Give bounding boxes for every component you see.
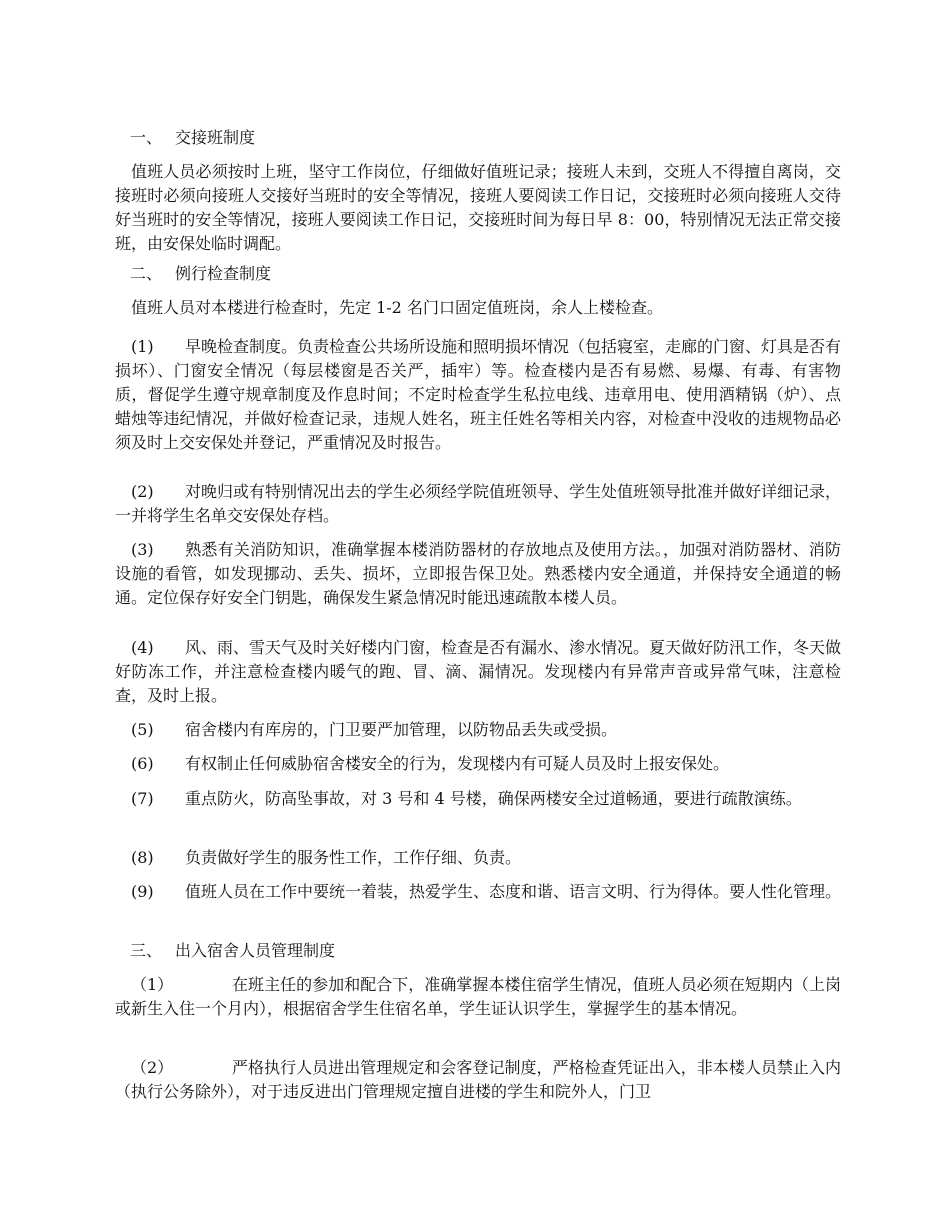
item-text: 负责做好学生的服务性工作，工作仔细、负责。: [185, 848, 522, 867]
item-text: 严格执行人员进出管理规定和会客登记制度，严格检查凭证出入，非本楼人员禁止入内（执行公务除外），对于违反进出门管理规定擅自进楼的学生和院外人，门卫: [115, 1058, 841, 1101]
item-text: 在班主任的参加和配合下，准确掌握本楼住宿学生情况，值班人员必须在短期内（上岗或新生入住一个月内），根据宿舍学生住宿名单，学生证认识学生，掌握学生的基本情况。: [115, 975, 841, 1018]
item-text: 风、雨、雪天气及时关好楼内门窗，检查是否有漏水、渗水情况。夏天做好防汛工作，冬天做好防冻工作，并注意检查楼内暖气的跑、冒、滴、漏情况。发现楼内有异常声音或异常气味，注意检查，及时上报。: [115, 638, 842, 705]
item-number: (5): [131, 720, 154, 739]
list-item: [115, 335, 841, 455]
list-item: [115, 538, 841, 610]
section-number: 三、: [130, 941, 163, 960]
list-item: [115, 787, 841, 811]
list-item: [115, 718, 841, 742]
item-number: (6): [131, 754, 154, 773]
item-text: 值班人员在工作中要统一着装，热爱学生、态度和谐、语言文明、行为得体。要人性化管理。: [185, 882, 842, 901]
section-title: 例行检查制度: [175, 264, 272, 283]
item-number: （1）: [131, 975, 174, 994]
list-item: [115, 1056, 841, 1104]
item-text: 有权制止任何威胁宿舍楼安全的行为，发现楼内有可疑人员及时上报安保处。: [185, 754, 730, 773]
list-item: [115, 480, 841, 528]
section-2-intro: 值班人员对本楼进行检查时，先定 1-2 名门口固定值班岗，余人上楼检查。: [131, 298, 663, 317]
list-item: [115, 880, 841, 904]
list-item: [115, 846, 841, 870]
item-text: 对晚归或有特别情况出去的学生必须经学院值班领导、学生处值班领导批准并做好详细记录，一并将学生名单交安保处存档。: [115, 482, 842, 525]
section-number: 二、: [130, 264, 163, 283]
item-number: （2）: [131, 1058, 174, 1077]
item-text: 重点防火，防高坠事故，对 3 号和 4 号楼，确保两楼安全过道畅通，要进行疏散演练。: [185, 789, 802, 808]
list-item: [115, 636, 841, 708]
section-title: 交接班制度: [175, 128, 256, 147]
section-title: 出入宿舍人员管理制度: [175, 941, 336, 960]
item-number: (8): [131, 848, 154, 867]
item-text: 宿舍楼内有库房的，门卫要严加管理，以防物品丢失或受损。: [185, 720, 618, 739]
section-2-heading: [115, 262, 841, 286]
section-1-heading: [115, 126, 841, 150]
section-number: 一、: [130, 128, 163, 147]
item-number: (4): [131, 638, 154, 657]
list-item: [115, 752, 841, 776]
item-text: 熟悉有关消防知识，准确掌握本楼消防器材的存放地点及使用方法。，加强对消防器材、消防设施的看管，如发现挪动、丢失、损坏，立即报告保卫处。熟悉楼内安全通道，并保持安全通道的畅通。定位保存好安全门钥匙，确保发生紧急情况时能迅速疏散本楼人员。: [115, 540, 841, 607]
section-3-heading: [115, 939, 841, 963]
item-number: (2): [131, 482, 154, 501]
section-1-body: 值班人员必须按时上班，坚守工作岗位，仔细做好值班记录；接班人未到，交班人不得擅自离岗，交接班时必须向接班人交接好当班时的安全等情况，接班人要阅读工作日记，交接班时必须向接班人交待好当班时的安全等情况，接班人要阅读工作日记，交接班时间为每日早 8：00，特别情况无法正常交接班，由安保处临时调配。: [115, 162, 841, 253]
item-number: (9): [131, 882, 154, 901]
item-number: (3): [131, 540, 154, 559]
item-text: 早晚检查制度。负责检查公共场所设施和照明损坏情况（包括寝室，走廊的门窗、灯具是否有损坏）、门窗安全情况（每层楼窗是否关严，插牢）等。检查楼内是否有易燃、易爆、有毒、有害物质，督促学生遵守规章制度及作息时间；不定时检查学生私拉电线、违章用电、使用酒精锅（炉）、点蜡烛等违纪情况，并做好检查记录，违规人姓名，班主任姓名等相关内容，对检查中没收的违规物品必须及时上交安保处并登记，严重情况及时报告。: [115, 337, 842, 452]
list-item: [115, 973, 841, 1021]
item-number: (7): [131, 789, 154, 808]
item-number: (1): [131, 337, 154, 356]
